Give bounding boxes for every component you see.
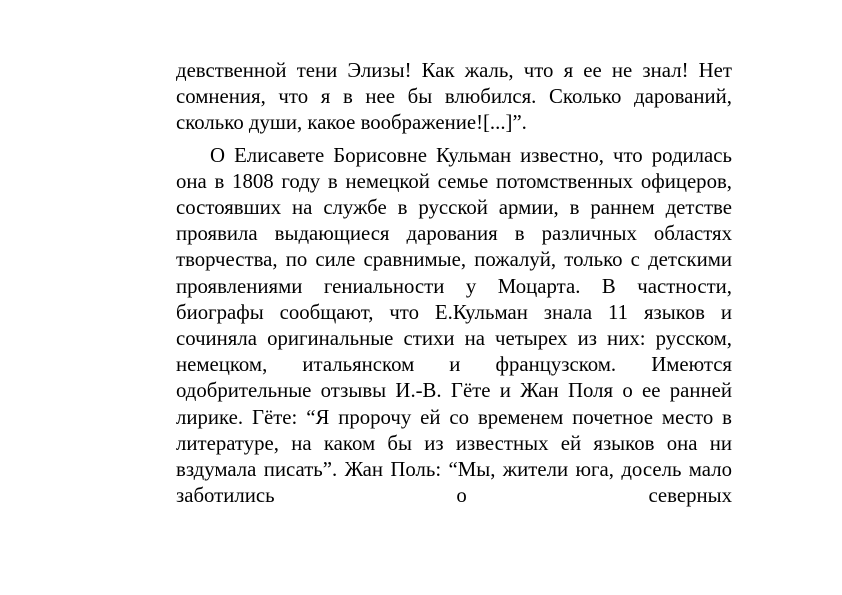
paragraph-kulman-biography: О Елисавете Борисовне Кульман известно, что родилась она в 1808 году в немецкой семье потомственных офицеров, состоявших на службе в русской армии, в раннем детстве проявила выдающиеся дарования в различных областях творчества, по силе сравнимые, пожалуй, только с детскими проявлениями гениальности у Моцарта. В частности, биографы сообщают, что Е.Кульман знала 11 языков и сочиняла оригинальные стихи на четырех из них: русском, немецком, итальянском и французском. Имеются одобрительные отзывы И.-В. Гёте и Жан Поля о ее ранней лирике. Гёте: “Я пророчу ей со временем почетное место в литературе, на каком бы из известных ей языков она ни вздумала писать”. Жан Поль: “Мы, жители юга, досель мало заботились о северных [176,143,732,508]
body-text [176,58,732,509]
paragraph-continuation: девственной тени Элизы! Как жаль, что я ее не знал! Нет сомнения, что я в нее бы влюбился. Сколько дарований, сколько души, какое воображение![...]”. [176,59,732,135]
